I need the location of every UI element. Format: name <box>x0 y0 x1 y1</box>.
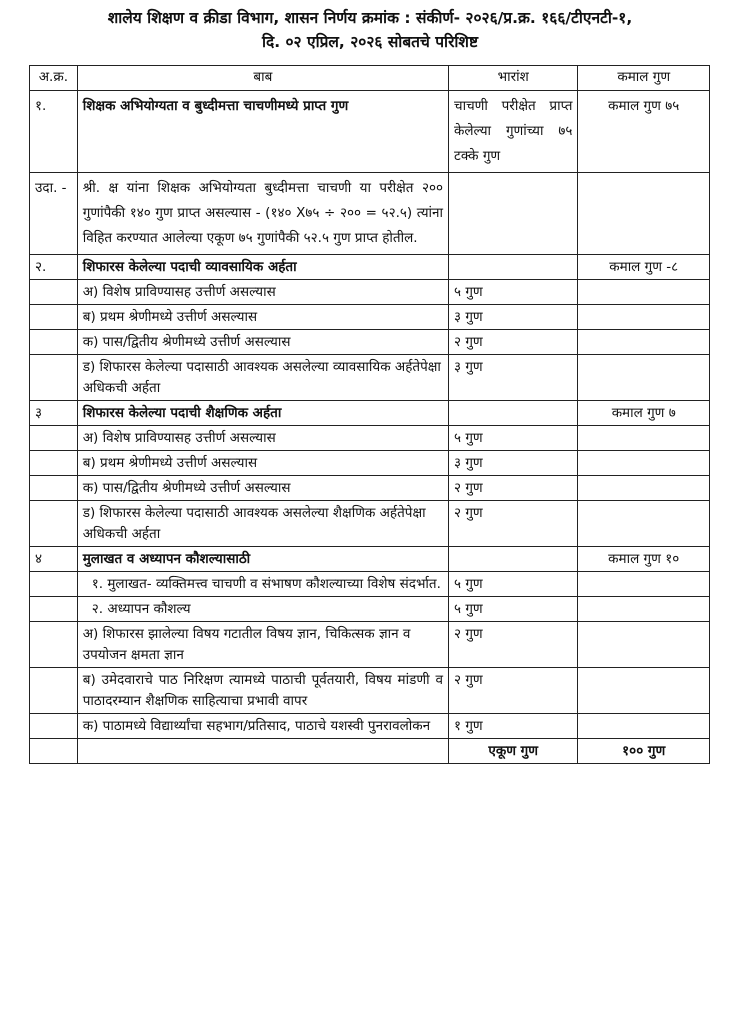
max-cell <box>578 476 710 501</box>
item-cell: ब) प्रथम श्रेणीमध्ये उत्तीर्ण असल्यास <box>77 305 448 330</box>
max-cell <box>578 355 710 401</box>
serial-cell <box>30 739 78 764</box>
item-cell: क) पास/द्वितीय श्रेणीमध्ये उत्तीर्ण असल्यास <box>77 476 448 501</box>
item-cell: १. मुलाखत- व्यक्तिमत्त्व चाचणी व संभाषण कौशल्याच्या विशेष संदर्भात. <box>77 572 448 597</box>
max-cell <box>578 622 710 668</box>
item-cell: अ) विशेष प्राविण्यासह उत्तीर्ण असल्यास <box>77 280 448 305</box>
title-line-1: शालेय शिक्षण व क्रीडा विभाग, शासन निर्णय क्रमांक : संकीर्ण- २०२६/प्र.क्र. १६६/टीएनटी-१, <box>107 9 633 27</box>
header-max: कमाल गुण <box>578 66 710 91</box>
table-row <box>30 572 710 597</box>
weight-cell: ५ गुण <box>449 280 578 305</box>
serial-cell <box>30 305 78 330</box>
max-cell: कमाल गुण -८ <box>578 255 710 280</box>
weight-cell: ५ गुण <box>449 597 578 622</box>
max-cell <box>578 572 710 597</box>
weight-cell: ५ गुण <box>449 572 578 597</box>
table-row <box>30 476 710 501</box>
serial-cell: ४ <box>30 547 78 572</box>
item-cell: मुलाखत व अध्यापन कौशल्यासाठी <box>77 547 448 572</box>
table-row <box>30 305 710 330</box>
serial-cell <box>30 714 78 739</box>
max-cell <box>578 668 710 714</box>
max-cell: कमाल गुण १० <box>578 547 710 572</box>
item-cell: क) पाठामध्ये विद्यार्थ्यांचा सहभाग/प्रतिसाद, पाठाचे यशस्वी पुनरावलोकन <box>77 714 448 739</box>
weight-cell: २ गुण <box>449 330 578 355</box>
table-header-row <box>30 66 710 91</box>
max-cell <box>578 330 710 355</box>
serial-cell <box>30 622 78 668</box>
weight-cell: १ गुण <box>449 714 578 739</box>
header-weight: भारांश <box>449 66 578 91</box>
table-row <box>30 255 710 280</box>
table-row <box>30 280 710 305</box>
serial-cell <box>30 451 78 476</box>
serial-cell <box>30 668 78 714</box>
title-line-2: दि. ०२ एप्रिल, २०२६ सोबतचे परिशिष्ट <box>261 33 479 51</box>
max-cell <box>578 597 710 622</box>
table-row <box>30 173 710 255</box>
max-cell <box>578 173 710 255</box>
serial-cell: उदा. - <box>30 173 78 255</box>
table-row <box>30 597 710 622</box>
serial-cell <box>30 355 78 401</box>
item-cell: शिक्षक अभियोग्यता व बुध्दीमत्ता चाचणीमध्ये प्राप्त गुण <box>77 91 448 173</box>
item-cell: क) पास/द्वितीय श्रेणीमध्ये उत्तीर्ण असल्यास <box>77 330 448 355</box>
table-row <box>30 355 710 401</box>
item-cell: ब) प्रथम श्रेणीमध्ये उत्तीर्ण असल्यास <box>77 451 448 476</box>
item-cell: अ) शिफारस झालेल्या विषय गटातील विषय ज्ञान, चिकित्सक ज्ञान व उपयोजन क्षमता ज्ञान <box>77 622 448 668</box>
weight-cell: २ गुण <box>449 476 578 501</box>
weight-cell: ३ गुण <box>449 451 578 476</box>
table-row <box>30 501 710 547</box>
table-row <box>30 91 710 173</box>
max-cell <box>578 426 710 451</box>
weight-cell: ३ गुण <box>449 355 578 401</box>
table-row <box>30 714 710 739</box>
serial-cell <box>30 572 78 597</box>
item-cell: २. अध्यापन कौशल्य <box>77 597 448 622</box>
serial-cell: ३ <box>30 401 78 426</box>
table-row <box>30 547 710 572</box>
item-cell: शिफारस केलेल्या पदाची व्यावसायिक अर्हता <box>77 255 448 280</box>
item-cell: ब) उमेदवाराचे पाठ निरिक्षण त्यामध्ये पाठाची पूर्वतयारी, विषय मांडणी व पाठादरम्यान शैक्षणिक साहित्याचा प्रभावी वापर <box>77 668 448 714</box>
table-row <box>30 426 710 451</box>
weight-cell <box>449 173 578 255</box>
serial-cell <box>30 280 78 305</box>
table-row <box>30 622 710 668</box>
item-cell: ड) शिफारस केलेल्या पदासाठी आवश्यक असलेल्या शैक्षणिक अर्हतेपेक्षा अधिकची अर्हता <box>77 501 448 547</box>
max-cell: कमाल गुण ७ <box>578 401 710 426</box>
weight-cell: २ गुण <box>449 622 578 668</box>
item-cell: अ) विशेष प्राविण्यासह उत्तीर्ण असल्यास <box>77 426 448 451</box>
serial-cell <box>30 501 78 547</box>
max-cell: कमाल गुण ७५ <box>578 91 710 173</box>
total-row <box>30 739 710 764</box>
serial-cell <box>30 330 78 355</box>
weight-cell: २ गुण <box>449 501 578 547</box>
header-item: बाब <box>77 66 448 91</box>
max-cell <box>578 714 710 739</box>
weight-cell: चाचणी परीक्षेत प्राप्त केलेल्या गुणांच्या ७५ टक्के गुण <box>449 91 578 173</box>
total-label: एकूण गुण <box>449 739 578 764</box>
weight-cell <box>449 401 578 426</box>
weight-cell <box>449 547 578 572</box>
item-cell <box>77 739 448 764</box>
item-cell: ड) शिफारस केलेल्या पदासाठी आवश्यक असलेल्या व्यावसायिक अर्हतेपेक्षा अधिकची अर्हता <box>77 355 448 401</box>
table-row <box>30 668 710 714</box>
table-row <box>30 451 710 476</box>
serial-cell <box>30 597 78 622</box>
serial-cell <box>30 426 78 451</box>
max-cell <box>578 501 710 547</box>
weight-cell: ३ गुण <box>449 305 578 330</box>
item-cell: शिफारस केलेल्या पदाची शैक्षणिक अर्हता <box>77 401 448 426</box>
max-cell <box>578 451 710 476</box>
document-title <box>0 0 740 54</box>
example-cell: श्री. क्ष यांना शिक्षक अभियोग्यता बुध्दीमत्ता चाचणी या परीक्षेत २०० गुणांपैकी १४० गुण प्राप्त असल्यास - (१४० X७५ ÷ २०० = ५२.५) त्यांना विहित करण्यात आलेल्या एकूण ७५ गुणांपैकी ५२.५ गुण प्राप्त होतील. <box>77 173 448 255</box>
total-value: १०० गुण <box>578 739 710 764</box>
header-serial: अ.क्र. <box>30 66 78 91</box>
max-cell <box>578 305 710 330</box>
max-cell <box>578 280 710 305</box>
serial-cell: २. <box>30 255 78 280</box>
serial-cell <box>30 476 78 501</box>
marks-table <box>29 65 710 764</box>
weight-cell: ५ गुण <box>449 426 578 451</box>
table-row <box>30 330 710 355</box>
weight-cell <box>449 255 578 280</box>
table-row <box>30 401 710 426</box>
weight-cell: २ गुण <box>449 668 578 714</box>
serial-cell: १. <box>30 91 78 173</box>
